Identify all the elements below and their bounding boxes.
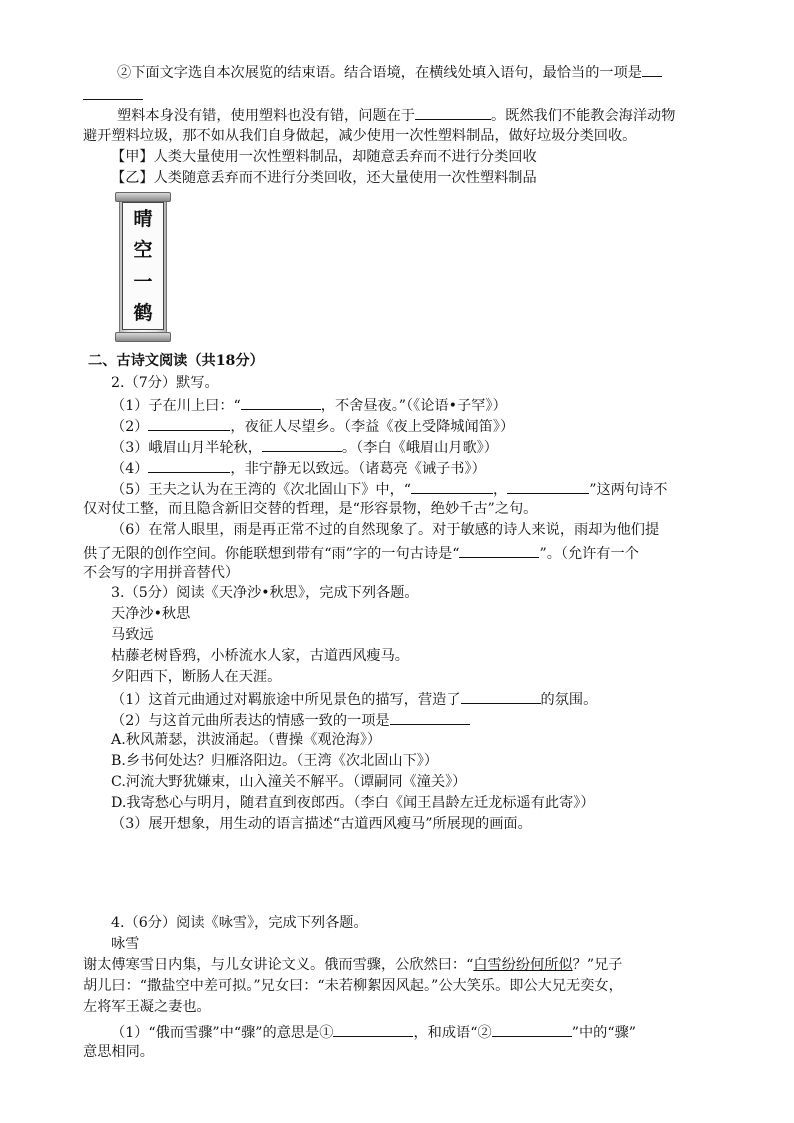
option-b: B.乡书何处达？归雁洛阳边。（王湾《次北固山下》）: [111, 753, 439, 769]
section-heading: 二、古诗文阅读（共18分）: [88, 353, 264, 369]
q3-item-1: （1）这首元曲通过对羁旅途中所见景色的描写，营造了 的氛围。: [111, 688, 738, 708]
fill-blank[interactable]: [390, 709, 470, 725]
question-4-title: 4.（6分）阅读《咏雪》，完成下列各题。: [111, 915, 368, 931]
q2-item-3: （3）峨眉山月半轮秋， 。（李白《峨眉山月歌》）: [111, 436, 738, 456]
option-jia: 【甲】人类大量使用一次性塑料制品，却随意丢弃而不进行分类回收: [111, 149, 537, 165]
q2-item-6-cont: 供了无限的创作空间。你能联想到带有“雨”字的一句古诗是“ ”。（允许有一个: [83, 542, 738, 562]
q4-item-1-cont: 意思相同。: [83, 1044, 154, 1060]
answer-blank[interactable]: [642, 61, 662, 77]
fill-blank[interactable]: [507, 478, 589, 494]
scroll-rod-bottom: [115, 332, 171, 342]
fill-blank[interactable]: [148, 457, 230, 473]
text-line-3: 左将军王凝之妻也。: [83, 999, 211, 1015]
text-title: 咏雪: [111, 936, 140, 952]
q3-item-2: （2）与这首元曲所表达的情感一致的一项是: [111, 709, 738, 729]
scroll-char: 空: [133, 239, 153, 262]
fill-blank[interactable]: [492, 1021, 572, 1037]
q2-item-6-note: 不会写的字用拼音替代）: [83, 565, 240, 581]
scroll-char: 晴: [133, 207, 153, 230]
option-yi: 【乙】人类随意丢弃而不进行分类回收，还大量使用一次性塑料制品: [111, 170, 537, 186]
fill-blank[interactable]: [262, 436, 342, 452]
q2-item-6: （6）在常人眼里，雨是再正常不过的自然现象了。对于敏感的诗人来说，雨却为他们提: [111, 522, 660, 538]
calligraphy-scroll-image: [113, 192, 173, 342]
q2-item-5: （5）王夫之认为在王湾的《次北固山下》中，“ ， ”这两句诗不: [111, 478, 738, 498]
answer-blank[interactable]: [83, 84, 143, 100]
q2-item-2: （2） ，夜征人尽望乡。（李益《夜上受降城闻笛》）: [111, 415, 738, 435]
passage-line-2: 避开塑料垃圾，那不如从我们自身做起，减少使用一次性塑料制品，做好垃圾分类回收。: [83, 128, 637, 144]
fill-blank[interactable]: [148, 415, 230, 431]
option-a: A.秋风萧瑟，洪波涌起。（曹操《观沧海》）: [111, 732, 382, 748]
fill-blank[interactable]: [461, 688, 541, 704]
fill-blank[interactable]: [333, 1021, 413, 1037]
question-2-prompt: ②下面文字选自本次展览的结束语。结合语境，在横线处填入语句，最恰当的一项是: [117, 61, 738, 81]
q3-item-3: （3）展开想象，用生动的语言描述“古道西风瘦马”所展现的画面。: [111, 816, 532, 832]
text-line-2: 胡儿曰：“撒盐空中差可拟。”兄女曰：“未若柳絮因风起。”公大笑乐。即公大兄无奕女，: [83, 978, 623, 994]
scroll-rod-top: [115, 192, 171, 202]
passage-line-1: 塑料本身没有错，使用塑料也没有错，问题在于 。既然我们不能教会海洋动物: [117, 104, 738, 124]
option-d: D.我寄愁心与明月，随君直到夜郎西。（李白《闻王昌龄左迁龙标遥有此寄》）: [111, 795, 595, 811]
poem-line-2: 夕阳西下，断肠人在天涯。: [111, 669, 282, 685]
scroll-char: 鹤: [133, 302, 153, 325]
poem-line-1: 枯藤老树昏鸦，小桥流水人家，古道西风瘦马。: [111, 648, 409, 664]
q4-item-1: （1）“俄而雪骤”中“骤”的意思是① ，和成语“② ”中的“骤”: [111, 1021, 738, 1041]
fill-blank[interactable]: [241, 394, 321, 410]
q2-item-5-cont: 仅对仗工整，而且隐含新旧交替的哲理，是“形容景物，绝妙千古”之句。: [83, 501, 538, 517]
scroll-panel: [122, 202, 164, 330]
option-c: C.河流大野犹嫌束，山入潼关不解平。（谭嗣同《潼关》）: [111, 774, 467, 790]
underlined-phrase: 白雪纷纷何所似: [473, 957, 573, 973]
poem-title: 天净沙•秋思: [111, 606, 191, 622]
fill-blank[interactable]: [459, 542, 539, 558]
text-line-1: 谢太傅寒雪日内集，与儿女讲论文义。俄而雪骤，公欣然曰：“白雪纷纷何所似？”兄子: [83, 957, 623, 973]
poem-author: 马致远: [111, 627, 154, 643]
answer-blank-continuation: [83, 84, 738, 104]
q2-item-4: （4） ，非宁静无以致远。（诸葛亮《诫子书》）: [111, 457, 738, 477]
question-2-title: 2.（7分）默写。: [111, 375, 219, 391]
fill-blank[interactable]: [415, 104, 491, 120]
q2-item-1: （1）子在川上曰：“ ，不舍昼夜。”（《论语•子罕》）: [111, 394, 738, 414]
scroll-char: 一: [133, 270, 153, 293]
fill-blank[interactable]: [411, 478, 493, 494]
question-3-title: 3.（5分）阅读《天净沙•秋思》，完成下列各题。: [111, 585, 419, 601]
